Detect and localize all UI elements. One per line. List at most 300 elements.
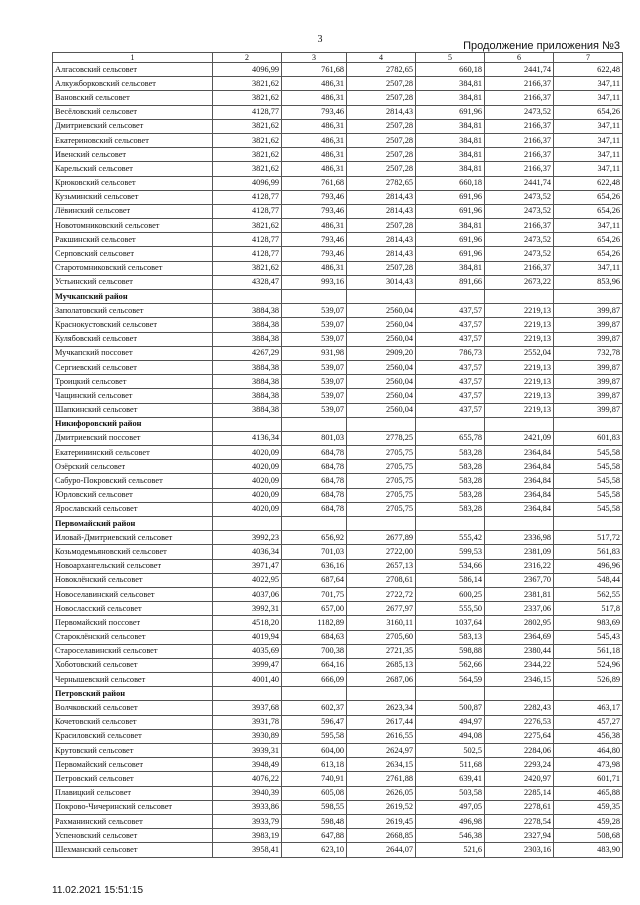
value-cell: 2560,04 bbox=[347, 304, 416, 318]
value-cell: 384,81 bbox=[416, 219, 485, 233]
header-cell: 4 bbox=[347, 53, 416, 63]
settlement-name: Чащинский сельсовет bbox=[53, 389, 213, 403]
value-cell: 601,71 bbox=[554, 772, 623, 786]
header-cell: 1 bbox=[53, 53, 213, 63]
value-cell: 561,83 bbox=[554, 545, 623, 559]
value-cell: 384,81 bbox=[416, 91, 485, 105]
empty-cell bbox=[554, 290, 623, 304]
value-cell: 3948,49 bbox=[213, 758, 282, 772]
value-cell: 691,96 bbox=[416, 190, 485, 204]
value-cell: 2677,89 bbox=[347, 531, 416, 545]
district-header-row bbox=[53, 687, 623, 701]
value-cell: 539,07 bbox=[282, 403, 347, 417]
value-cell: 545,58 bbox=[554, 460, 623, 474]
value-cell: 494,08 bbox=[416, 729, 485, 743]
settlement-name: Новотомниковский сельсовет bbox=[53, 219, 213, 233]
value-cell: 545,43 bbox=[554, 630, 623, 644]
value-cell: 4020,09 bbox=[213, 460, 282, 474]
value-cell: 561,18 bbox=[554, 644, 623, 658]
value-cell: 2814,43 bbox=[347, 190, 416, 204]
value-cell: 598,88 bbox=[416, 644, 485, 658]
value-cell: 583,28 bbox=[416, 502, 485, 516]
data-table bbox=[52, 52, 623, 858]
value-cell: 4128,77 bbox=[213, 204, 282, 218]
value-cell: 4020,09 bbox=[213, 446, 282, 460]
table-row bbox=[53, 488, 623, 502]
value-cell: 2507,28 bbox=[347, 148, 416, 162]
value-cell: 654,26 bbox=[554, 190, 623, 204]
value-cell: 2782,65 bbox=[347, 63, 416, 77]
district-name: Никифоровский район bbox=[53, 417, 213, 431]
value-cell: 691,96 bbox=[416, 233, 485, 247]
value-cell: 347,11 bbox=[554, 77, 623, 91]
value-cell: 2219,13 bbox=[485, 332, 554, 346]
value-cell: 4096,99 bbox=[213, 63, 282, 77]
value-cell: 654,26 bbox=[554, 105, 623, 119]
empty-cell bbox=[282, 290, 347, 304]
settlement-name: Новоклёнский сельсовет bbox=[53, 573, 213, 587]
value-cell: 586,14 bbox=[416, 573, 485, 587]
table-row bbox=[53, 219, 623, 233]
table-row bbox=[53, 729, 623, 743]
value-cell: 598,55 bbox=[282, 800, 347, 814]
settlement-name: Новоселавинский сельсовет bbox=[53, 587, 213, 601]
value-cell: 517,8 bbox=[554, 602, 623, 616]
value-cell: 2344,22 bbox=[485, 658, 554, 672]
value-cell: 2473,52 bbox=[485, 233, 554, 247]
value-cell: 4019,94 bbox=[213, 630, 282, 644]
value-cell: 2705,75 bbox=[347, 474, 416, 488]
empty-cell bbox=[213, 417, 282, 431]
value-cell: 399,87 bbox=[554, 304, 623, 318]
value-cell: 545,58 bbox=[554, 446, 623, 460]
value-cell: 1037,64 bbox=[416, 616, 485, 630]
value-cell: 732,78 bbox=[554, 346, 623, 360]
value-cell: 660,18 bbox=[416, 63, 485, 77]
value-cell: 2166,37 bbox=[485, 219, 554, 233]
header-cell: 2 bbox=[213, 53, 282, 63]
value-cell: 399,87 bbox=[554, 389, 623, 403]
value-cell: 2364,84 bbox=[485, 474, 554, 488]
table-row bbox=[53, 545, 623, 559]
value-cell: 583,28 bbox=[416, 460, 485, 474]
value-cell: 399,87 bbox=[554, 332, 623, 346]
value-cell: 684,63 bbox=[282, 630, 347, 644]
value-cell: 2381,09 bbox=[485, 545, 554, 559]
value-cell: 691,96 bbox=[416, 204, 485, 218]
value-cell: 2166,37 bbox=[485, 91, 554, 105]
empty-cell bbox=[485, 687, 554, 701]
settlement-name: Устьинский сельсовет bbox=[53, 275, 213, 289]
value-cell: 3983,19 bbox=[213, 829, 282, 843]
value-cell: 3821,62 bbox=[213, 261, 282, 275]
value-cell: 347,11 bbox=[554, 162, 623, 176]
value-cell: 595,58 bbox=[282, 729, 347, 743]
settlement-name: Покрово-Чичеринский сельсовет bbox=[53, 800, 213, 814]
value-cell: 2473,52 bbox=[485, 105, 554, 119]
value-cell: 3821,62 bbox=[213, 119, 282, 133]
value-cell: 3992,23 bbox=[213, 531, 282, 545]
value-cell: 639,41 bbox=[416, 772, 485, 786]
empty-cell bbox=[213, 517, 282, 531]
value-cell: 2473,52 bbox=[485, 204, 554, 218]
settlement-name: Троицкий сельсовет bbox=[53, 375, 213, 389]
settlement-name: Первомайский поссовет bbox=[53, 616, 213, 630]
value-cell: 347,11 bbox=[554, 119, 623, 133]
value-cell: 993,16 bbox=[282, 275, 347, 289]
value-cell: 4001,40 bbox=[213, 673, 282, 687]
value-cell: 437,57 bbox=[416, 403, 485, 417]
district-header-row bbox=[53, 290, 623, 304]
value-cell: 384,81 bbox=[416, 162, 485, 176]
value-cell: 2316,22 bbox=[485, 559, 554, 573]
value-cell: 2722,00 bbox=[347, 545, 416, 559]
value-cell: 2420,97 bbox=[485, 772, 554, 786]
value-cell: 2814,43 bbox=[347, 233, 416, 247]
value-cell: 701,03 bbox=[282, 545, 347, 559]
table-row bbox=[53, 247, 623, 261]
value-cell: 486,31 bbox=[282, 219, 347, 233]
value-cell: 564,59 bbox=[416, 673, 485, 687]
table-row bbox=[53, 715, 623, 729]
value-cell: 486,31 bbox=[282, 91, 347, 105]
value-cell: 622,48 bbox=[554, 63, 623, 77]
value-cell: 3821,62 bbox=[213, 91, 282, 105]
value-cell: 2673,22 bbox=[485, 275, 554, 289]
value-cell: 496,96 bbox=[554, 559, 623, 573]
district-name: Первомайский район bbox=[53, 517, 213, 531]
table-row bbox=[53, 375, 623, 389]
value-cell: 500,87 bbox=[416, 701, 485, 715]
settlement-name: Первомайский сельсовет bbox=[53, 758, 213, 772]
value-cell: 437,57 bbox=[416, 389, 485, 403]
value-cell: 655,78 bbox=[416, 431, 485, 445]
table-row bbox=[53, 814, 623, 828]
value-cell: 2560,04 bbox=[347, 403, 416, 417]
value-cell: 539,07 bbox=[282, 375, 347, 389]
value-cell: 4020,09 bbox=[213, 502, 282, 516]
value-cell: 2623,34 bbox=[347, 701, 416, 715]
value-cell: 502,5 bbox=[416, 744, 485, 758]
table-row bbox=[53, 673, 623, 687]
value-cell: 437,57 bbox=[416, 375, 485, 389]
value-cell: 2285,14 bbox=[485, 786, 554, 800]
value-cell: 437,57 bbox=[416, 304, 485, 318]
value-cell: 598,48 bbox=[282, 814, 347, 828]
settlement-name: Юрловский сельсовет bbox=[53, 488, 213, 502]
table-row bbox=[53, 616, 623, 630]
table-row bbox=[53, 318, 623, 332]
value-cell: 2166,37 bbox=[485, 162, 554, 176]
district-header-row bbox=[53, 417, 623, 431]
table-row bbox=[53, 346, 623, 360]
value-cell: 3971,47 bbox=[213, 559, 282, 573]
value-cell: 545,58 bbox=[554, 488, 623, 502]
settlement-name: Лёвинский сельсовет bbox=[53, 204, 213, 218]
value-cell: 2284,06 bbox=[485, 744, 554, 758]
header-cell: 6 bbox=[485, 53, 554, 63]
value-cell: 2219,13 bbox=[485, 375, 554, 389]
value-cell: 4035,69 bbox=[213, 644, 282, 658]
value-cell: 524,96 bbox=[554, 658, 623, 672]
value-cell: 546,38 bbox=[416, 829, 485, 843]
value-cell: 786,73 bbox=[416, 346, 485, 360]
value-cell: 464,80 bbox=[554, 744, 623, 758]
settlement-name: Новосласский сельсовет bbox=[53, 602, 213, 616]
value-cell: 4096,99 bbox=[213, 176, 282, 190]
value-cell: 399,87 bbox=[554, 375, 623, 389]
table-row bbox=[53, 446, 623, 460]
value-cell: 2814,43 bbox=[347, 204, 416, 218]
settlement-name: Озёрский сельсовет bbox=[53, 460, 213, 474]
value-cell: 2507,28 bbox=[347, 162, 416, 176]
value-cell: 664,16 bbox=[282, 658, 347, 672]
table-row bbox=[53, 658, 623, 672]
table-row bbox=[53, 261, 623, 275]
value-cell: 684,78 bbox=[282, 502, 347, 516]
value-cell: 486,31 bbox=[282, 77, 347, 91]
value-cell: 2219,13 bbox=[485, 304, 554, 318]
value-cell: 3884,38 bbox=[213, 318, 282, 332]
value-cell: 2624,97 bbox=[347, 744, 416, 758]
value-cell: 4037,06 bbox=[213, 587, 282, 601]
table-row bbox=[53, 91, 623, 105]
value-cell: 459,28 bbox=[554, 814, 623, 828]
value-cell: 456,38 bbox=[554, 729, 623, 743]
settlement-name: Краснокустовский сельсовет bbox=[53, 318, 213, 332]
empty-cell bbox=[485, 517, 554, 531]
value-cell: 539,07 bbox=[282, 389, 347, 403]
settlement-name: Мучкапский поссовет bbox=[53, 346, 213, 360]
value-cell: 853,96 bbox=[554, 275, 623, 289]
value-cell: 983,69 bbox=[554, 616, 623, 630]
empty-cell bbox=[213, 687, 282, 701]
value-cell: 660,18 bbox=[416, 176, 485, 190]
value-cell: 486,31 bbox=[282, 133, 347, 147]
value-cell: 2814,43 bbox=[347, 105, 416, 119]
settlement-name: Козьмодемьяновский сельсовет bbox=[53, 545, 213, 559]
value-cell: 684,78 bbox=[282, 460, 347, 474]
value-cell: 4518,20 bbox=[213, 616, 282, 630]
value-cell: 2802,95 bbox=[485, 616, 554, 630]
value-cell: 2275,64 bbox=[485, 729, 554, 743]
value-cell: 654,26 bbox=[554, 247, 623, 261]
value-cell: 347,11 bbox=[554, 133, 623, 147]
table-row bbox=[53, 502, 623, 516]
empty-cell bbox=[554, 687, 623, 701]
value-cell: 623,10 bbox=[282, 843, 347, 857]
value-cell: 2303,16 bbox=[485, 843, 554, 857]
value-cell: 2282,43 bbox=[485, 701, 554, 715]
header-row bbox=[53, 53, 623, 63]
value-cell: 2552,04 bbox=[485, 346, 554, 360]
empty-cell bbox=[416, 517, 485, 531]
value-cell: 654,26 bbox=[554, 233, 623, 247]
value-cell: 4267,29 bbox=[213, 346, 282, 360]
settlement-name: Шапкинский сельсовет bbox=[53, 403, 213, 417]
value-cell: 2381,81 bbox=[485, 587, 554, 601]
header-cell: 5 bbox=[416, 53, 485, 63]
value-cell: 701,75 bbox=[282, 587, 347, 601]
value-cell: 583,28 bbox=[416, 446, 485, 460]
value-cell: 539,07 bbox=[282, 304, 347, 318]
value-cell: 2336,98 bbox=[485, 531, 554, 545]
settlement-name: Старотомниковский сельсовет bbox=[53, 261, 213, 275]
empty-cell bbox=[347, 517, 416, 531]
value-cell: 3940,39 bbox=[213, 786, 282, 800]
value-cell: 437,57 bbox=[416, 360, 485, 374]
value-cell: 2364,84 bbox=[485, 488, 554, 502]
value-cell: 656,92 bbox=[282, 531, 347, 545]
header-cell: 7 bbox=[554, 53, 623, 63]
settlement-name: Староклёнский сельсовет bbox=[53, 630, 213, 644]
table-row bbox=[53, 786, 623, 800]
value-cell: 2685,13 bbox=[347, 658, 416, 672]
value-cell: 622,48 bbox=[554, 176, 623, 190]
value-cell: 2705,75 bbox=[347, 502, 416, 516]
settlement-name: Заполатовский сельсовет bbox=[53, 304, 213, 318]
value-cell: 562,66 bbox=[416, 658, 485, 672]
value-cell: 4036,34 bbox=[213, 545, 282, 559]
table-row bbox=[53, 644, 623, 658]
value-cell: 2814,43 bbox=[347, 247, 416, 261]
value-cell: 2380,44 bbox=[485, 644, 554, 658]
value-cell: 473,98 bbox=[554, 758, 623, 772]
empty-cell bbox=[282, 517, 347, 531]
table-row bbox=[53, 800, 623, 814]
value-cell: 483,90 bbox=[554, 843, 623, 857]
table-row bbox=[53, 162, 623, 176]
table-row bbox=[53, 77, 623, 91]
value-cell: 684,78 bbox=[282, 446, 347, 460]
value-cell: 459,35 bbox=[554, 800, 623, 814]
settlement-name: Алгасовский сельсовет bbox=[53, 63, 213, 77]
empty-cell bbox=[347, 417, 416, 431]
value-cell: 384,81 bbox=[416, 119, 485, 133]
settlement-name: Ивенский сельсовет bbox=[53, 148, 213, 162]
value-cell: 2705,75 bbox=[347, 460, 416, 474]
table-row bbox=[53, 431, 623, 445]
empty-cell bbox=[416, 687, 485, 701]
value-cell: 2644,07 bbox=[347, 843, 416, 857]
settlement-name: Рахманинский сельсовет bbox=[53, 814, 213, 828]
settlement-name: Новоархангельский сельсовет bbox=[53, 559, 213, 573]
empty-cell bbox=[416, 290, 485, 304]
value-cell: 684,78 bbox=[282, 474, 347, 488]
value-cell: 347,11 bbox=[554, 219, 623, 233]
value-cell: 793,46 bbox=[282, 190, 347, 204]
table-row bbox=[53, 829, 623, 843]
value-cell: 545,58 bbox=[554, 474, 623, 488]
value-cell: 3958,41 bbox=[213, 843, 282, 857]
continuation-note: Продолжение приложения №3 bbox=[463, 40, 620, 52]
value-cell: 3160,11 bbox=[347, 616, 416, 630]
value-cell: 601,83 bbox=[554, 431, 623, 445]
value-cell: 2219,13 bbox=[485, 360, 554, 374]
table-row bbox=[53, 602, 623, 616]
value-cell: 2473,52 bbox=[485, 190, 554, 204]
table-row bbox=[53, 275, 623, 289]
value-cell: 604,00 bbox=[282, 744, 347, 758]
settlement-name: Кузьминский сельсовет bbox=[53, 190, 213, 204]
value-cell: 3884,38 bbox=[213, 389, 282, 403]
value-cell: 3821,62 bbox=[213, 77, 282, 91]
value-cell: 2219,13 bbox=[485, 403, 554, 417]
value-cell: 2327,94 bbox=[485, 829, 554, 843]
value-cell: 2166,37 bbox=[485, 148, 554, 162]
value-cell: 486,31 bbox=[282, 162, 347, 176]
value-cell: 3884,38 bbox=[213, 403, 282, 417]
table-row bbox=[53, 701, 623, 715]
value-cell: 539,07 bbox=[282, 360, 347, 374]
value-cell: 654,26 bbox=[554, 204, 623, 218]
value-cell: 2617,44 bbox=[347, 715, 416, 729]
value-cell: 2364,84 bbox=[485, 460, 554, 474]
value-cell: 761,68 bbox=[282, 63, 347, 77]
table-row bbox=[53, 772, 623, 786]
value-cell: 793,46 bbox=[282, 247, 347, 261]
value-cell: 347,11 bbox=[554, 148, 623, 162]
settlement-name: Сергиевский сельсовет bbox=[53, 360, 213, 374]
value-cell: 2166,37 bbox=[485, 133, 554, 147]
settlement-name: Кочетовский сельсовет bbox=[53, 715, 213, 729]
value-cell: 2782,65 bbox=[347, 176, 416, 190]
value-cell: 793,46 bbox=[282, 204, 347, 218]
value-cell: 384,81 bbox=[416, 261, 485, 275]
empty-cell bbox=[213, 290, 282, 304]
settlement-name: Алкужборковский сельсовет bbox=[53, 77, 213, 91]
value-cell: 599,53 bbox=[416, 545, 485, 559]
settlement-name: Плавицкий сельсовет bbox=[53, 786, 213, 800]
value-cell: 4076,22 bbox=[213, 772, 282, 786]
value-cell: 2634,15 bbox=[347, 758, 416, 772]
value-cell: 2619,52 bbox=[347, 800, 416, 814]
value-cell: 2278,54 bbox=[485, 814, 554, 828]
value-cell: 2626,05 bbox=[347, 786, 416, 800]
settlement-name: Крюковский сельсовет bbox=[53, 176, 213, 190]
value-cell: 931,98 bbox=[282, 346, 347, 360]
page-number: 3 bbox=[317, 34, 323, 45]
value-cell: 2441,74 bbox=[485, 176, 554, 190]
value-cell: 517,72 bbox=[554, 531, 623, 545]
value-cell: 384,81 bbox=[416, 77, 485, 91]
settlement-name: Волчковский сельсовет bbox=[53, 701, 213, 715]
value-cell: 4128,77 bbox=[213, 233, 282, 247]
value-cell: 555,50 bbox=[416, 602, 485, 616]
value-cell: 2293,24 bbox=[485, 758, 554, 772]
value-cell: 583,28 bbox=[416, 474, 485, 488]
value-cell: 2421,09 bbox=[485, 431, 554, 445]
value-cell: 3931,78 bbox=[213, 715, 282, 729]
value-cell: 2705,75 bbox=[347, 488, 416, 502]
empty-cell bbox=[485, 290, 554, 304]
value-cell: 2507,28 bbox=[347, 133, 416, 147]
value-cell: 2507,28 bbox=[347, 77, 416, 91]
value-cell: 3999,47 bbox=[213, 658, 282, 672]
value-cell: 545,58 bbox=[554, 502, 623, 516]
table-row bbox=[53, 460, 623, 474]
settlement-name: Староселавинский сельсовет bbox=[53, 644, 213, 658]
value-cell: 691,96 bbox=[416, 105, 485, 119]
value-cell: 793,46 bbox=[282, 105, 347, 119]
empty-cell bbox=[347, 290, 416, 304]
value-cell: 2337,06 bbox=[485, 602, 554, 616]
value-cell: 583,13 bbox=[416, 630, 485, 644]
table-row bbox=[53, 133, 623, 147]
empty-cell bbox=[416, 417, 485, 431]
value-cell: 494,97 bbox=[416, 715, 485, 729]
value-cell: 2346,15 bbox=[485, 673, 554, 687]
